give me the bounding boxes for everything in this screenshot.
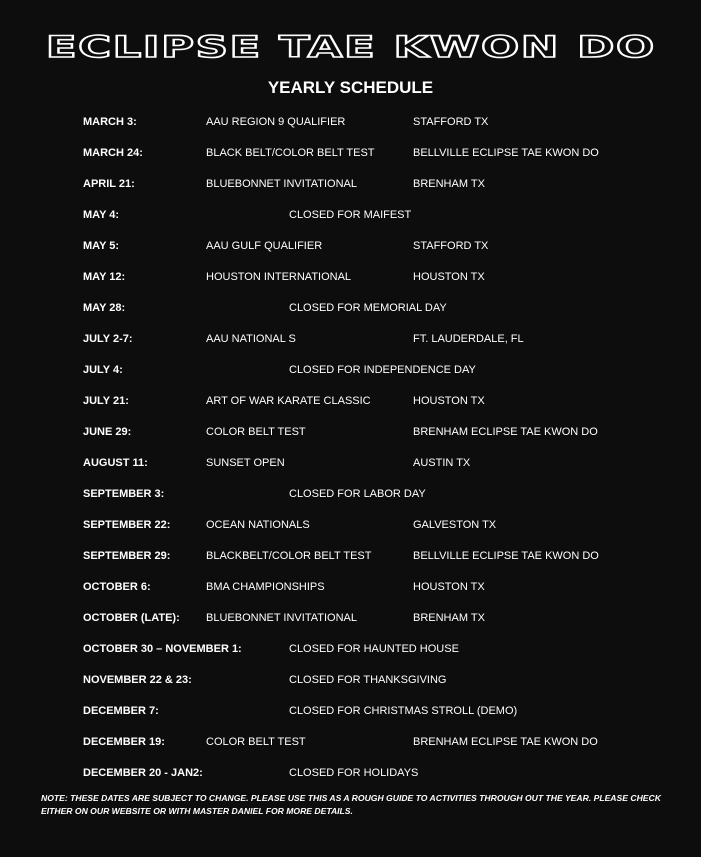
schedule-location: HOUSTON TX: [413, 271, 485, 283]
schedule-closed-note: CLOSED FOR INDEPENDENCE DAY: [289, 364, 476, 376]
schedule-event: ART OF WAR KARATE CLASSIC: [206, 395, 371, 407]
schedule-date: DECEMBER 19:: [83, 736, 165, 748]
schedule-row: [0, 392, 701, 423]
schedule-event: BLACK BELT/COLOR BELT TEST: [206, 147, 375, 159]
schedule-date: DECEMBER 7:: [83, 705, 159, 717]
schedule-event: COLOR BELT TEST: [206, 736, 306, 748]
schedule-closed-note: CLOSED FOR MEMORIAL DAY: [289, 302, 447, 314]
schedule-row: [0, 764, 701, 795]
schedule-date: OCTOBER (LATE):: [83, 612, 180, 624]
schedule-date: JULY 4:: [83, 364, 123, 376]
schedule-location: STAFFORD TX: [413, 116, 489, 128]
schedule-date: OCTOBER 30 – NOVEMBER 1:: [83, 643, 242, 655]
schedule-row: [0, 733, 701, 764]
schedule-date: OCTOBER 6:: [83, 581, 151, 593]
schedule-row: [0, 516, 701, 547]
schedule-date: MARCH 3:: [83, 116, 137, 128]
schedule-date: JULY 2-7:: [83, 333, 133, 345]
schedule-event: OCEAN NATIONALS: [206, 519, 310, 531]
schedule-row: [0, 361, 701, 392]
schedule-closed-note: CLOSED FOR THANKSGIVING: [289, 674, 447, 686]
schedule-date: MAY 28:: [83, 302, 126, 314]
schedule-row: [0, 237, 701, 268]
schedule-event: BLACKBELT/COLOR BELT TEST: [206, 550, 372, 562]
schedule-row: [0, 609, 701, 640]
schedule-closed-note: CLOSED FOR HAUNTED HOUSE: [289, 643, 459, 655]
schedule-row: [0, 578, 701, 609]
schedule-location: BELLVILLE ECLIPSE TAE KWON DO: [413, 550, 599, 562]
schedule-closed-note: CLOSED FOR HOLIDAYS: [289, 767, 419, 779]
schedule-date: SEPTEMBER 29:: [83, 550, 171, 562]
schedule-row: [0, 485, 701, 516]
schedule-event: AAU REGION 9 QUALIFIER: [206, 116, 346, 128]
footer-note: NOTE: THESE DATES ARE SUBJECT TO CHANGE. PLEASE USE THIS AS A ROUGH GUIDE TO ACTIVITIES THROUGH OUT THE YEAR. PLEASE CHECK EITHER ON OUR WEBSITE OR WITH MASTER DANIEL FOR MORE DETAILS.: [41, 793, 661, 816]
schedule-row: [0, 113, 701, 144]
schedule-closed-note: CLOSED FOR MAIFEST: [289, 209, 412, 221]
schedule-row: [0, 330, 701, 361]
schedule-row: [0, 671, 701, 702]
schedule-row: [0, 547, 701, 578]
schedule-row: [0, 702, 701, 733]
schedule-date: AUGUST 11:: [83, 457, 148, 469]
schedule-date: JULY 21:: [83, 395, 129, 407]
schedule-row: [0, 175, 701, 206]
schedule-row: [0, 640, 701, 671]
schedule-date: JUNE 29:: [83, 426, 132, 438]
schedule-location: HOUSTON TX: [413, 395, 485, 407]
schedule-event: BMA CHAMPIONSHIPS: [206, 581, 325, 593]
schedule-location: BRENHAM ECLIPSE TAE KWON DO: [413, 736, 598, 748]
schedule-closed-note: CLOSED FOR CHRISTMAS STROLL (DEMO): [289, 705, 518, 717]
schedule-event: BLUEBONNET INVITATIONAL: [206, 612, 357, 624]
schedule-date: MAY 4:: [83, 209, 120, 221]
schedule-location: BRENHAM TX: [413, 178, 485, 190]
schedule-date: SEPTEMBER 22:: [83, 519, 171, 531]
schedule-row: [0, 454, 701, 485]
schedule-date: APRIL 21:: [83, 178, 135, 190]
schedule-event: BLUEBONNET INVITATIONAL: [206, 178, 357, 190]
schedule-date: NOVEMBER 22 & 23:: [83, 674, 192, 686]
schedule-row: [0, 144, 701, 175]
schedule-date: MAY 12:: [83, 271, 126, 283]
schedule-location: GALVESTON TX: [413, 519, 497, 531]
schedule-row: [0, 423, 701, 454]
schedule-row: [0, 299, 701, 330]
schedule-row: [0, 268, 701, 299]
schedule-row: [0, 206, 701, 237]
schedule-event: HOUSTON INTERNATIONAL: [206, 271, 352, 283]
schedule-event: SUNSET OPEN: [206, 457, 285, 469]
schedule-location: FT. LAUDERDALE, FL: [413, 333, 524, 345]
schedule-location: BELLVILLE ECLIPSE TAE KWON DO: [413, 147, 599, 159]
schedule-date: MARCH 24:: [83, 147, 143, 159]
page-subtitle: YEARLY SCHEDULE: [267, 78, 434, 97]
schedule-date: SEPTEMBER 3:: [83, 488, 165, 500]
schedule-event: AAU NATIONAL S: [206, 333, 296, 345]
schedule-date: DECEMBER 20 - JAN2:: [83, 767, 203, 779]
schedule-event: AAU GULF QUALIFIER: [206, 240, 323, 252]
schedule-date: MAY 5:: [83, 240, 120, 252]
schedule-list: [0, 113, 701, 795]
schedule-location: AUSTIN TX: [413, 457, 471, 469]
schedule-location: BRENHAM ECLIPSE TAE KWON DO: [413, 426, 598, 438]
schedule-location: STAFFORD TX: [413, 240, 489, 252]
schedule-location: BRENHAM TX: [413, 612, 485, 624]
banner-title: ECLIPSE TAE KWON DO: [45, 30, 656, 64]
schedule-location: HOUSTON TX: [413, 581, 485, 593]
schedule-closed-note: CLOSED FOR LABOR DAY: [289, 488, 426, 500]
schedule-event: COLOR BELT TEST: [206, 426, 306, 438]
